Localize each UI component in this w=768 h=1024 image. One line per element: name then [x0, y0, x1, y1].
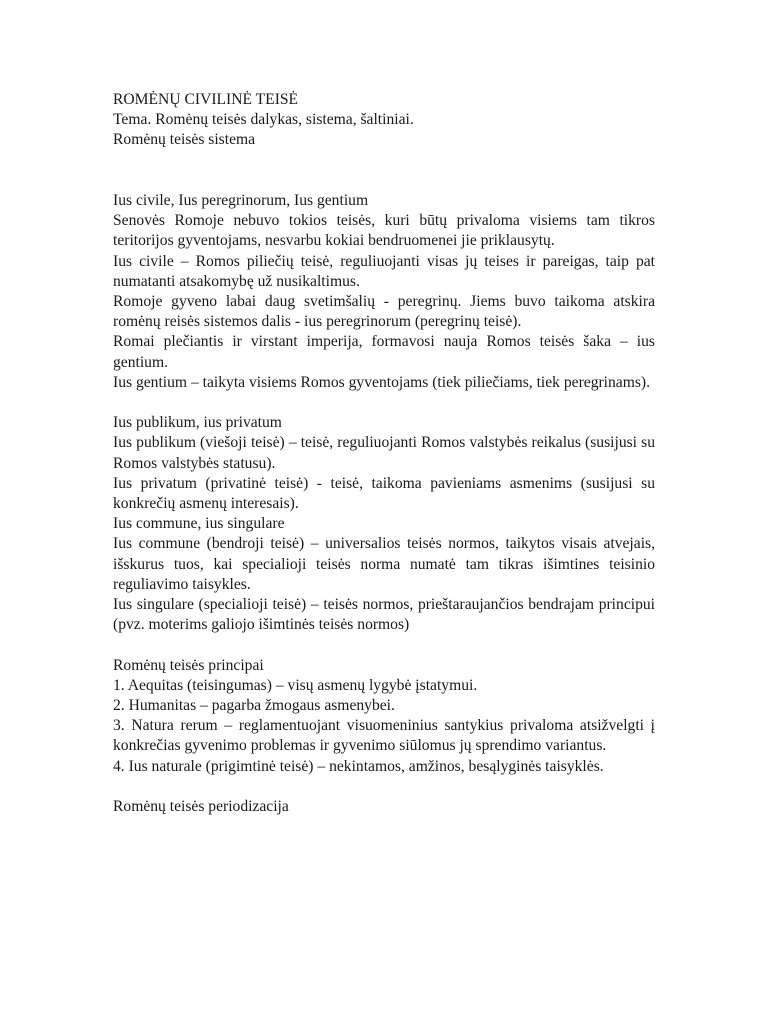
spacer	[113, 635, 655, 655]
paragraph: Ius civile – Romos piliečių teisė, reguliuojanti visas jų teises ir pareigas, taip pat numatanti atsakomybę už nusikaltimus.	[113, 252, 655, 290]
document-title: ROMĖNŲ CIVILINĖ TEISĖ	[113, 91, 299, 108]
paragraph: Ius singulare (specialioji teisė) – teisės normos, prieštaraujančios bendrajam principui (pvz. moterims galiojo išimtinės teisės normos)	[113, 596, 655, 634]
section-heading: Ius commune, ius singulare	[113, 515, 285, 533]
list-item: 2. Humanitas – pagarba žmogaus asmenybei.	[113, 697, 395, 715]
document-subtitle: Romėnų teisės sistema	[113, 131, 256, 149]
paragraph: Ius publikum (viešoji teisė) – teisė, reguliuojanti Romos valstybės reikalus (susijusi su Romos valstybės statusu).	[113, 434, 655, 472]
list-item: 4. Ius naturale (prigimtinė teisė) – nekintamos, amžinos, besąlyginės taisyklės.	[113, 757, 604, 775]
paragraph: Ius commune (bendroji teisė) – universalios teisės normos, taikytos visais atvejais, išskurus tuos, kai specialioji teisės norma numatė tam tikras išimtines teisinio reguliavimo taisykles.	[113, 535, 655, 593]
spacer	[113, 393, 655, 413]
section-heading: Romėnų teisės principai	[113, 656, 264, 674]
spacer	[113, 777, 655, 797]
document-page	[113, 90, 655, 817]
section-heading: Ius publikum, ius privatum	[113, 414, 282, 432]
paragraph: Ius gentium – taikyta visiems Romos gyventojams (tiek piliečiams, tiek peregrinams).	[113, 373, 651, 391]
document-topic: Tema. Romėnų teisės dalykas, sistema, šaltiniai.	[113, 111, 414, 129]
paragraph: Senovės Romoje nebuvo tokios teisės, kuri būtų privaloma visiems tam tikros teritorijos gyventojams, nesvarbu kokiai bendruomenei jie priklausytų.	[113, 212, 655, 250]
list-item: 1. Aequitas (teisingumas) – visų asmenų lygybė įstatymui.	[113, 676, 478, 694]
spacer	[113, 151, 655, 191]
section-heading: Ius civile, Ius peregrinorum, Ius gentium	[113, 192, 369, 209]
paragraph: Ius privatum (privatinė teisė) - teisė, taikoma pavieniams asmenims (susijusi su konkrečių asmenų interesais).	[113, 474, 655, 513]
paragraph: Romoje gyveno labai daug svetimšalių - peregrinų. Jiems buvo taikoma atskira romėnų reisės sistemos dalis - ius peregrinorum (peregrinų teisė).	[113, 293, 655, 331]
paragraph: Romai plečiantis ir virstant imperija, formavosi nauja Romos teisės šaka – ius gentium.	[113, 333, 655, 371]
list-item: 3. Natura rerum – reglamentuojant visuomeninius santykius privaloma atsižvelgti į konkrečias gyvenimo problemas ir gyvenimo siūlomus jų sprendimo variantus.	[113, 717, 655, 755]
section-heading: Romėnų teisės periodizacija	[113, 798, 289, 816]
